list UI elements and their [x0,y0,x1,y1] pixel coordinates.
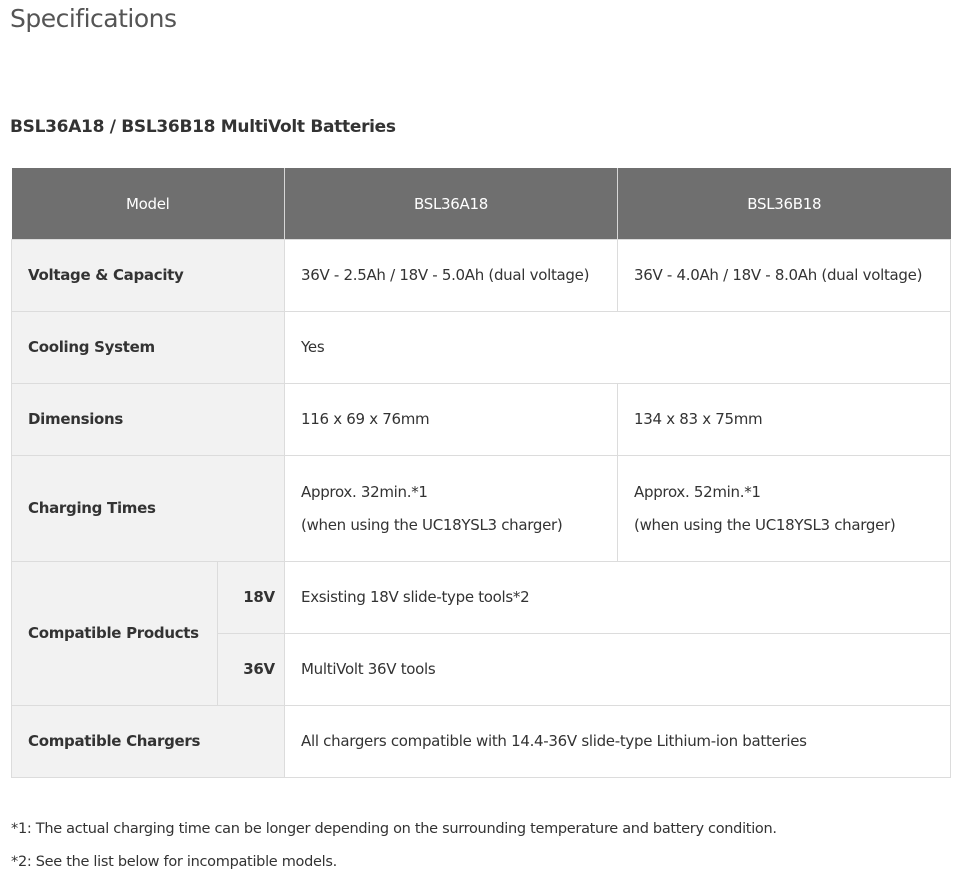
charging-b-time: Approx. 52min.*1 [634,482,761,501]
header-bsl36b18: BSL36B18 [618,168,951,240]
table-row-charging [12,456,951,562]
footnote-2: *2: See the list below for incompatible models. [11,854,337,870]
specifications-table [11,168,951,778]
cooling-value: Yes [285,312,951,384]
section-title: BSL36A18 / BSL36B18 MultiVolt Batteries [10,117,396,137]
voltage-bsl36b18: 36V - 4.0Ah / 18V - 8.0Ah (dual voltage) [618,240,951,312]
sublabel-36v: 36V [218,634,285,706]
table-row-voltage [12,240,951,312]
compatible-18v-value: Exsisting 18V slide-type tools*2 [285,562,951,634]
dimensions-bsl36a18: 116 x 69 x 76mm [285,384,618,456]
chargers-value: All chargers compatible with 14.4-36V slide-type Lithium-ion batteries [285,706,951,778]
table-row-chargers [12,706,951,778]
charging-a-time: Approx. 32min.*1 [301,482,428,501]
row-label-charging: Charging Times [12,456,285,562]
row-label-voltage: Voltage & Capacity [12,240,285,312]
dimensions-bsl36b18: 134 x 83 x 75mm [618,384,951,456]
page-title: Specifications [10,4,177,33]
charging-a-note: (when using the UC18YSL3 charger) [301,515,563,534]
header-bsl36a18: BSL36A18 [285,168,618,240]
row-label-compatible-products: Compatible Products [12,562,218,706]
table-row-cooling [12,312,951,384]
row-label-dimensions: Dimensions [12,384,285,456]
sublabel-18v: 18V [218,562,285,634]
table-row-compatible-18v [12,562,951,634]
charging-bsl36b18 [618,456,951,562]
voltage-bsl36a18: 36V - 2.5Ah / 18V - 5.0Ah (dual voltage) [285,240,618,312]
footnote-1: *1: The actual charging time can be longer depending on the surrounding temperature and battery condition. [11,821,777,837]
table-header-row [12,168,951,240]
compatible-36v-value: MultiVolt 36V tools [285,634,951,706]
header-model: Model [12,168,285,240]
row-label-cooling: Cooling System [12,312,285,384]
charging-b-note: (when using the UC18YSL3 charger) [634,515,896,534]
row-label-chargers: Compatible Chargers [12,706,285,778]
charging-bsl36a18 [285,456,618,562]
table-row-dimensions [12,384,951,456]
